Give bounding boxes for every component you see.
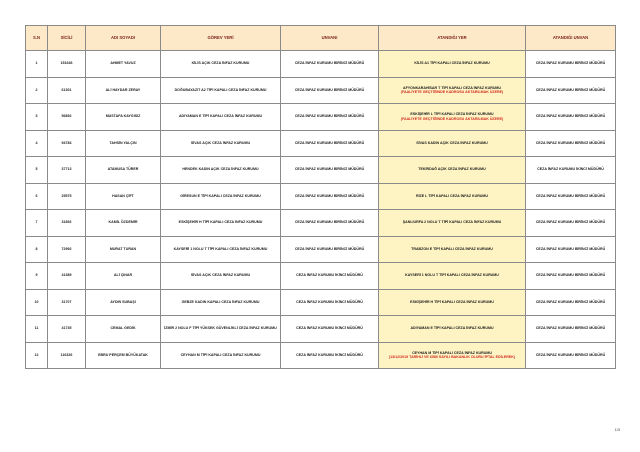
cell-sicil-text: 31707 — [61, 299, 72, 304]
cell-adi-soyadi-text: TAHSİN YALÇIN — [109, 140, 137, 145]
cell-adi-soyadi — [86, 236, 161, 263]
cell-sn — [26, 51, 48, 78]
cell-atandigi-unvan-text: CEZA İNFAZ KURUMU BİRİNCİ MÜDÜRÜ — [535, 61, 606, 66]
cell-atandigi-yer — [379, 236, 526, 263]
cell-atandigi-unvan — [526, 130, 616, 157]
cell-unvani-text: CEZA İNFAZ KURUMU İKİNCİ MÜDÜRÜ — [296, 352, 363, 357]
cell-atandigi-unvan — [526, 183, 616, 210]
cell-atandigi-yer — [379, 289, 526, 316]
cell-atandigi-yer — [379, 316, 526, 343]
cell-unvani-text: CEZA İNFAZ KURUMU BİRİNCİ MÜDÜRÜ — [294, 61, 365, 66]
cell-adi-soyadi — [86, 77, 161, 104]
cell-atandigi-yer-text: RİZE L TİPİ KAPALI CEZA İNFAZ KURUMU — [415, 193, 488, 198]
cell-sicil-text: 116326 — [60, 352, 73, 357]
cell-gorev-yeri-text: DOĞUBAYAZIT A2 TİPİ KAPALI CEZA İNFAZ KURUMU — [174, 87, 267, 92]
cell-adi-soyadi-text: ALİ HAYDAR ZERAY — [105, 87, 141, 92]
cell-sn-text: 9 — [35, 273, 38, 278]
cell-gorev-yeri-text: SİVAS AÇIK CEZA İNFAZ KURUMU — [190, 140, 251, 145]
cell-gorev-yeri — [161, 210, 281, 237]
cell-atandigi-yer-text: ESKİŞEHİR H TİPİ KAPALI CEZA İNFAZ KURUMU — [410, 299, 494, 304]
cell-unvani-text: CEZA İNFAZ KURUMU İKİNCİ MÜDÜRÜ — [296, 299, 363, 304]
cell-unvani — [281, 210, 379, 237]
cell-atandigi-unvan — [526, 316, 616, 343]
cell-sicil — [48, 210, 86, 237]
cell-gorev-yeri-text: GEBZE KADIN KAPALI CEZA İNFAZ KURUMU — [181, 299, 260, 304]
table-row — [26, 342, 616, 369]
cell-gorev-yeri — [161, 342, 281, 369]
table-row — [26, 263, 616, 290]
cell-adi-soyadi-text: AHMET YAVUZ — [110, 61, 136, 66]
cell-sicil — [48, 342, 86, 369]
assignment-note: (FAALİYETE GEÇTİĞİNDE KADROSU AKTARILMAK ÜZERE) — [400, 116, 504, 121]
cell-gorev-yeri — [161, 263, 281, 290]
cell-adi-soyadi-text: HASAN ÇİFT — [112, 193, 134, 198]
cell-atandigi-unvan-text: CEZA İNFAZ KURUMU BİRİNCİ MÜDÜRÜ — [535, 273, 606, 278]
cell-sicil — [48, 51, 86, 78]
cell-atandigi-yer-text: SİVAS KADIN AÇIK CEZA İNFAZ KURUMU — [416, 140, 488, 145]
cell-gorev-yeri-text: KİLİS AÇIK CEZA İNFAZ KURUMU — [191, 61, 250, 66]
cell-sn — [26, 342, 48, 369]
cell-sn-text: 7 — [35, 220, 38, 225]
cell-sicil-text: 61301 — [61, 87, 72, 92]
cell-sn-text: 5 — [35, 167, 38, 172]
cell-unvani — [281, 130, 379, 157]
table-row — [26, 236, 616, 263]
table-row — [26, 130, 616, 157]
cell-atandigi-unvan — [526, 263, 616, 290]
cell-sicil-text: 25575 — [61, 193, 72, 198]
cell-gorev-yeri — [161, 77, 281, 104]
cell-gorev-yeri-text: CEYHAN M TİPİ KAPALI CEZA İNFAZ KURUMU — [180, 352, 261, 357]
cell-gorev-yeri-text: HENDEK KADIN AÇIK CEZA İNFAZ KURUMU — [182, 167, 259, 172]
cell-adi-soyadi — [86, 130, 161, 157]
cell-sicil-text: 41735 — [61, 326, 72, 331]
cell-atandigi-unvan-text: CEZA İNFAZ KURUMU BİRİNCİ MÜDÜRÜ — [535, 140, 606, 145]
cell-sicil — [48, 263, 86, 290]
cell-atandigi-unvan-text: CEZA İNFAZ KURUMU BİRİNCİ MÜDÜRÜ — [535, 246, 606, 251]
header-gorev-yeri: GÖREV YERİ — [161, 26, 281, 51]
cell-gorev-yeri-text: ESKİŞEHİR H TİPİ KAPALI CEZA İNFAZ KURUMU — [178, 220, 263, 225]
header-unvani: UNVANI — [281, 26, 379, 51]
cell-gorev-yeri-text: ADIYAMAN E TİPİ KAPALI CEZA İNFAZ KURUMU — [178, 114, 263, 119]
cell-gorev-yeri — [161, 236, 281, 263]
cell-gorev-yeri — [161, 104, 281, 131]
cell-unvani — [281, 342, 379, 369]
cell-sicil — [48, 183, 86, 210]
cell-adi-soyadi-text: AYDIN SUBAŞI — [110, 299, 136, 304]
assignment-list-sheet — [25, 25, 615, 369]
cell-sn-text: 6 — [35, 193, 38, 198]
cell-sn-text: 2 — [35, 87, 38, 92]
cell-unvani-text: CEZA İNFAZ KURUMU İKİNCİ MÜDÜRÜ — [296, 326, 363, 331]
table-row — [26, 210, 616, 237]
cell-unvani-text: CEZA İNFAZ KURUMU BİRİNCİ MÜDÜRÜ — [294, 167, 365, 172]
cell-sn — [26, 289, 48, 316]
cell-unvani — [281, 183, 379, 210]
cell-unvani — [281, 157, 379, 184]
cell-sicil — [48, 157, 86, 184]
cell-atandigi-unvan — [526, 236, 616, 263]
cell-unvani — [281, 316, 379, 343]
cell-sn — [26, 210, 48, 237]
cell-sn-text: 3 — [35, 114, 38, 119]
cell-sicil-text: 37713 — [61, 167, 72, 172]
cell-sicil-text: 151646 — [60, 61, 73, 66]
table-row — [26, 104, 616, 131]
cell-adi-soyadi-text: KAMİL ÖZDEMİR — [108, 220, 138, 225]
cell-atandigi-unvan-text: CEZA İNFAZ KURUMU BİRİNCİ MÜDÜRÜ — [535, 220, 606, 225]
assignment-note: (FAALİYETE GEÇTİĞİNDE KADROSU AKTARILMAK ÜZERE) — [400, 90, 504, 95]
cell-adi-soyadi — [86, 210, 161, 237]
cell-atandigi-yer-text: KAYSERİ 1 NOLU T TİPİ KAPALI CEZA İNFAZ KURUMU — [405, 273, 499, 278]
cell-atandigi-yer-text: CEYHAN M TİPİ KAPALI CEZA İNFAZ KURUMU — [412, 350, 492, 355]
cell-atandigi-unvan — [526, 210, 616, 237]
cell-atandigi-unvan — [526, 51, 616, 78]
cell-adi-soyadi — [86, 342, 161, 369]
cell-atandigi-unvan-text: CEZA İNFAZ KURUMU BİRİNCİ MÜDÜRÜ — [535, 114, 606, 119]
cell-sn — [26, 104, 48, 131]
cell-gorev-yeri — [161, 289, 281, 316]
cell-adi-soyadi — [86, 289, 161, 316]
cell-sicil — [48, 104, 86, 131]
cell-adi-soyadi — [86, 183, 161, 210]
cell-atandigi-yer — [379, 51, 526, 78]
cell-unvani-text: CEZA İNFAZ KURUMU BİRİNCİ MÜDÜRÜ — [294, 193, 365, 198]
cell-atandigi-yer-text: AFYONKARAHİSAR T TİPİ KAPALI CEZA İNFAZ KURUMU — [402, 85, 502, 90]
assignment-note: (13/12/2019 TARİHLİ VE 6580 SAYILI BAKANLIK OLURU İPTAL EDİLEREK) — [388, 355, 516, 360]
table-row — [26, 51, 616, 78]
cell-atandigi-yer-text: KİLİS A1 TİPİ KAPALI CEZA İNFAZ KURUMU — [414, 61, 490, 66]
cell-sicil-text: 72992 — [61, 246, 72, 251]
cell-gorev-yeri-text: SİVAS AÇIK CEZA İNFAZ KURUMU — [190, 273, 251, 278]
cell-sn-text: 11 — [34, 326, 39, 331]
cell-unvani-text: CEZA İNFAZ KURUMU BİRİNCİ MÜDÜRÜ — [294, 140, 365, 145]
cell-sn-text: 8 — [35, 246, 38, 251]
cell-gorev-yeri — [161, 51, 281, 78]
cell-unvani — [281, 289, 379, 316]
cell-sn — [26, 263, 48, 290]
table-header-row — [26, 26, 616, 51]
cell-adi-soyadi-text: MUSTAFA KAYGISIZ — [105, 114, 141, 119]
table-row — [26, 289, 616, 316]
cell-sicil-text: 94784 — [61, 140, 72, 145]
cell-atandigi-unvan — [526, 104, 616, 131]
cell-atandigi-yer-text: ŞANLIURFA 2 NOLU T TİPİ KAPALI CEZA İNFAZ KURUMU — [402, 220, 502, 225]
cell-adi-soyadi-text: CEMAL GEDİK — [110, 326, 136, 331]
cell-atandigi-yer-text: TEKİRDAĞ AÇIK CEZA İNFAZ KURUMU — [418, 167, 486, 172]
cell-sn-text: 12 — [34, 352, 39, 357]
table-row — [26, 316, 616, 343]
cell-sicil-text: 31892 — [61, 220, 72, 225]
cell-gorev-yeri — [161, 157, 281, 184]
page-number: 1/3 — [614, 428, 620, 432]
cell-atandigi-unvan — [526, 342, 616, 369]
cell-unvani — [281, 236, 379, 263]
header-atandigi-yer: ATANDIĞI YER — [379, 26, 526, 51]
cell-sn — [26, 183, 48, 210]
cell-unvani-text: CEZA İNFAZ KURUMU BİRİNCİ MÜDÜRÜ — [294, 246, 365, 251]
assignment-table — [25, 25, 616, 369]
cell-gorev-yeri — [161, 130, 281, 157]
cell-sn-text: 4 — [35, 140, 38, 145]
cell-atandigi-unvan-text: CEZA İNFAZ KURUMU BİRİNCİ MÜDÜRÜ — [535, 87, 606, 92]
cell-sn — [26, 236, 48, 263]
cell-sicil — [48, 289, 86, 316]
cell-gorev-yeri-text: GİRESUN E TİPİ KAPALI CEZA İNFAZ KURUMU — [180, 193, 261, 198]
cell-adi-soyadi — [86, 157, 161, 184]
cell-atandigi-yer-text: TRABZON E TİPİ KAPALI CEZA İNFAZ KURUMU — [411, 246, 493, 251]
cell-sicil — [48, 316, 86, 343]
table-row — [26, 183, 616, 210]
cell-gorev-yeri — [161, 183, 281, 210]
cell-sicil — [48, 77, 86, 104]
cell-adi-soyadi-text: ATAMUSA TÜRER — [107, 167, 139, 172]
cell-sn-text: 10 — [34, 299, 39, 304]
cell-atandigi-yer — [379, 342, 526, 369]
cell-atandigi-unvan — [526, 157, 616, 184]
cell-sn — [26, 130, 48, 157]
header-atandigi-unvan: ATANDIĞI UNVAN — [526, 26, 616, 51]
cell-gorev-yeri — [161, 316, 281, 343]
cell-adi-soyadi — [86, 316, 161, 343]
cell-atandigi-yer — [379, 104, 526, 131]
cell-unvani — [281, 263, 379, 290]
cell-atandigi-yer-text: ESKİŞEHİR L TİPİ KAPALI CEZA İNFAZ KURUMU — [410, 112, 494, 117]
cell-sicil — [48, 236, 86, 263]
cell-unvani — [281, 104, 379, 131]
cell-atandigi-unvan-text: CEZA İNFAZ KURUMU İKİNCİ MÜDÜRÜ — [537, 167, 604, 172]
cell-atandigi-yer — [379, 157, 526, 184]
cell-sicil-text: 56892 — [61, 114, 72, 119]
cell-atandigi-yer-text: ADIYAMAN E TİPİ KAPALI CEZA İNFAZ KURUMU — [410, 326, 494, 331]
cell-sicil — [48, 130, 86, 157]
cell-unvani — [281, 77, 379, 104]
cell-adi-soyadi — [86, 51, 161, 78]
header-adi-soyadi: ADI SOYADI — [86, 26, 161, 51]
cell-atandigi-unvan — [526, 77, 616, 104]
cell-gorev-yeri-text: KAYSERİ 1 NOLU T TİPİ KAPALI CEZA İNFAZ KURUMU — [173, 246, 268, 251]
cell-adi-soyadi — [86, 104, 161, 131]
cell-unvani-text: CEZA İNFAZ KURUMU BİRİNCİ MÜDÜRÜ — [294, 114, 365, 119]
header-sn: S.N — [26, 26, 48, 51]
cell-gorev-yeri-text: İZMİR 2 NOLU F TİPİ YÜKSEK GÜVENLİKLİ CEZA İNFAZ KURUMU — [164, 326, 277, 331]
cell-atandigi-yer — [379, 77, 526, 104]
cell-sn — [26, 157, 48, 184]
cell-sn-text: 1 — [35, 61, 38, 66]
cell-atandigi-unvan-text: CEZA İNFAZ KURUMU BİRİNCİ MÜDÜRÜ — [535, 193, 606, 198]
cell-atandigi-unvan-text: CEZA İNFAZ KURUMU BİRİNCİ MÜDÜRÜ — [535, 352, 606, 357]
cell-sicil-text: 41389 — [61, 273, 72, 278]
cell-adi-soyadi-text: EBRU PERÇEM BÜYÜKATAK — [98, 352, 148, 357]
table-row — [26, 77, 616, 104]
cell-atandigi-unvan-text: CEZA İNFAZ KURUMU BİRİNCİ MÜDÜRÜ — [535, 326, 606, 331]
cell-atandigi-yer — [379, 130, 526, 157]
cell-adi-soyadi — [86, 263, 161, 290]
cell-atandigi-yer — [379, 210, 526, 237]
header-sicil: SİCİLİ — [48, 26, 86, 51]
cell-adi-soyadi-text: MURAT TURAN — [109, 246, 137, 251]
cell-unvani-text: CEZA İNFAZ KURUMU İKİNCİ MÜDÜRÜ — [296, 273, 363, 278]
cell-sn — [26, 77, 48, 104]
cell-atandigi-yer — [379, 263, 526, 290]
cell-sn — [26, 316, 48, 343]
cell-atandigi-unvan-text: CEZA İNFAZ KURUMU BİRİNCİ MÜDÜRÜ — [535, 299, 606, 304]
cell-unvani — [281, 51, 379, 78]
cell-atandigi-yer — [379, 183, 526, 210]
cell-unvani-text: CEZA İNFAZ KURUMU BİRİNCİ MÜDÜRÜ — [294, 220, 365, 225]
cell-atandigi-unvan — [526, 289, 616, 316]
cell-adi-soyadi-text: ALİ ÇINAR — [113, 273, 133, 278]
table-row — [26, 157, 616, 184]
cell-unvani-text: CEZA İNFAZ KURUMU BİRİNCİ MÜDÜRÜ — [294, 87, 365, 92]
